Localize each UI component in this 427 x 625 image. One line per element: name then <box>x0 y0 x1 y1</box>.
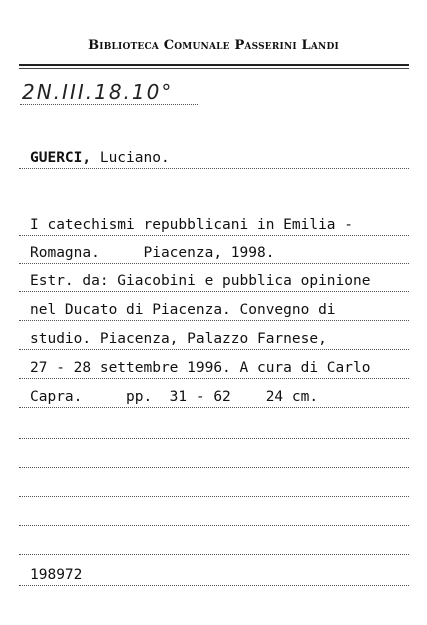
author-given-name: Luciano. <box>99 150 170 166</box>
rule-line <box>19 478 409 497</box>
description-line-1: I catechismi repubblicani in Emilia - <box>30 217 354 233</box>
description-line-4: nel Ducato di Piacenza. Convegno di <box>30 302 336 318</box>
shelfmark: 2N.III.18.10° <box>22 80 174 104</box>
rule-line <box>19 507 409 526</box>
rule-line <box>19 420 409 439</box>
author-surname: GUERCI, <box>30 150 92 166</box>
description-line-2: Romagna. Piacenza, 1998. <box>30 245 275 261</box>
description-line-5: studio. Piacenza, Palazzo Farnese, <box>30 331 327 347</box>
author-heading <box>30 149 170 167</box>
description-line-6: 27 - 28 settembre 1996. A cura di Carlo <box>30 360 371 376</box>
description-line-3: Estr. da: Giacobini e pubblica opinione <box>30 273 371 289</box>
header-rule <box>19 64 409 66</box>
description-line-7: Capra. pp. 31 - 62 24 cm. <box>30 389 319 405</box>
header-rule-thin <box>19 68 409 69</box>
shelfmark-underline <box>20 103 198 105</box>
rule-line <box>19 449 409 468</box>
library-header: Biblioteca Comunale Passerini Landi <box>88 38 339 53</box>
rule-line <box>19 536 409 555</box>
inventory-number: 198972 <box>30 567 83 583</box>
